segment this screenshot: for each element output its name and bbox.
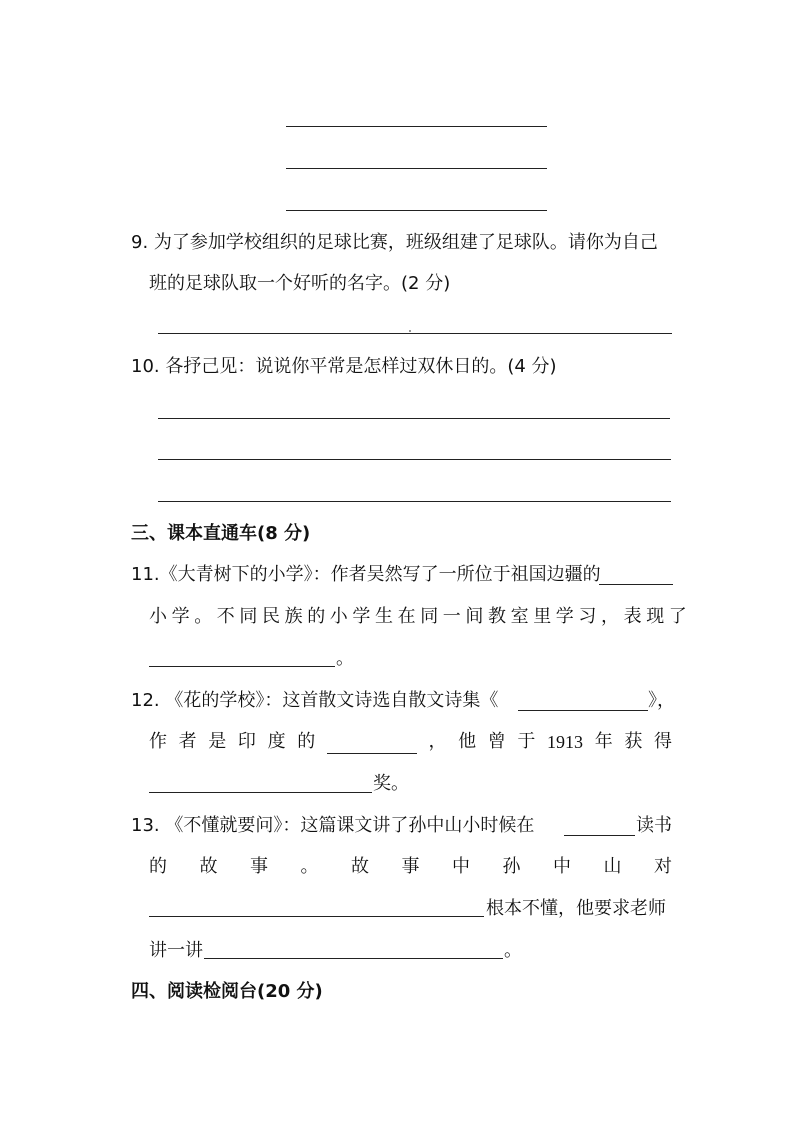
q13-line-4-end: 。 — [504, 940, 522, 961]
q12-blank-author[interactable] — [327, 735, 417, 754]
q10-answer-line-3[interactable] — [158, 501, 671, 502]
q13-char: 中 — [553, 856, 571, 877]
q13-blank-not-understood[interactable] — [149, 916, 484, 917]
q13-char: 故 — [199, 856, 218, 877]
q13-char: 山 — [603, 856, 622, 877]
q13-char: 故 — [351, 856, 369, 877]
section-4-heading: 四、阅读检阅台(20 分) — [131, 981, 323, 1002]
q11-blank-2[interactable] — [149, 666, 335, 667]
q12-char: 是 — [208, 731, 227, 752]
q12-char: 曾 — [487, 731, 506, 752]
q9-line-2: 班的足球队取一个好听的名字。(2 分) — [149, 273, 451, 294]
q12-char: 得 — [653, 731, 672, 752]
q12-char: 获 — [624, 731, 643, 752]
answer-line-prev-1[interactable] — [286, 126, 547, 127]
q13-char: 。 — [300, 856, 319, 877]
q12-line-1-start: 12. 《花的学校》：这首散文诗选自散文诗集《 — [131, 690, 499, 711]
q10-text: 10. 各抒己见：说说你平常是怎样过双休日的。(4 分) — [131, 356, 557, 377]
q13-line-1-end: 读书 — [636, 815, 672, 836]
q13-char: 的 — [149, 856, 167, 877]
q12-char: ， — [428, 731, 447, 752]
q12-char: 度 — [267, 731, 286, 752]
answer-line-prev-3[interactable] — [286, 210, 547, 211]
q13-char: 中 — [452, 856, 470, 877]
q13-char: 对 — [654, 856, 672, 877]
q13-char: 事 — [401, 856, 420, 877]
q12-char: 于 — [517, 731, 536, 752]
q13-blank-request[interactable] — [204, 958, 503, 959]
q10-answer-line-2[interactable] — [158, 459, 671, 460]
q9-answer-line[interactable] — [158, 333, 672, 334]
q12-blank-award[interactable] — [149, 792, 372, 793]
q12-char: 的 — [297, 731, 316, 752]
q11-line-1: 11.《大青树下的小学》：作者吴然写了一所位于祖国边疆的 — [131, 564, 601, 585]
q13-char: 事 — [250, 856, 268, 877]
q11-line-3-end: 。 — [336, 648, 354, 669]
answer-line-prev-2[interactable] — [286, 168, 547, 169]
q10-answer-line-1[interactable] — [158, 418, 670, 419]
q13-line-3-end: 根本不懂，他要求老师 — [486, 898, 666, 919]
q13-line-2 — [149, 855, 672, 879]
section-3-heading: 三、课本直通车(8 分) — [131, 523, 311, 544]
q9-answer-line-mark — [409, 330, 411, 332]
q13-line-4-start: 讲一讲 — [149, 940, 203, 961]
q12-blank-poetry-collection[interactable] — [518, 710, 648, 711]
q12-char: 作 — [149, 731, 167, 752]
q12-char: 者 — [178, 731, 197, 752]
q11-blank-1[interactable] — [599, 584, 673, 585]
q12-char: 他 — [458, 731, 477, 752]
q12-year: 1913 — [547, 732, 584, 752]
q9-line-1: 9. 为了参加学校组织的足球比赛，班级组建了足球队。请你为自己 — [131, 232, 658, 253]
q12-char: 年 — [594, 731, 613, 752]
q13-blank-place[interactable] — [564, 835, 635, 836]
q12-char: 印 — [237, 731, 256, 752]
q11-line-2: 小学。不同民族的小学生在同一间教室里学习，表现了 — [149, 606, 692, 627]
q12-line-1-end: 》， — [648, 690, 675, 711]
q13-line-1-start: 13. 《不懂就要问》：这篇课文讲了孙中山小时候在 — [131, 815, 535, 836]
q13-char: 孙 — [502, 856, 521, 877]
q12-line-3-end: 奖。 — [373, 773, 409, 794]
q12-line-2 — [149, 730, 672, 754]
